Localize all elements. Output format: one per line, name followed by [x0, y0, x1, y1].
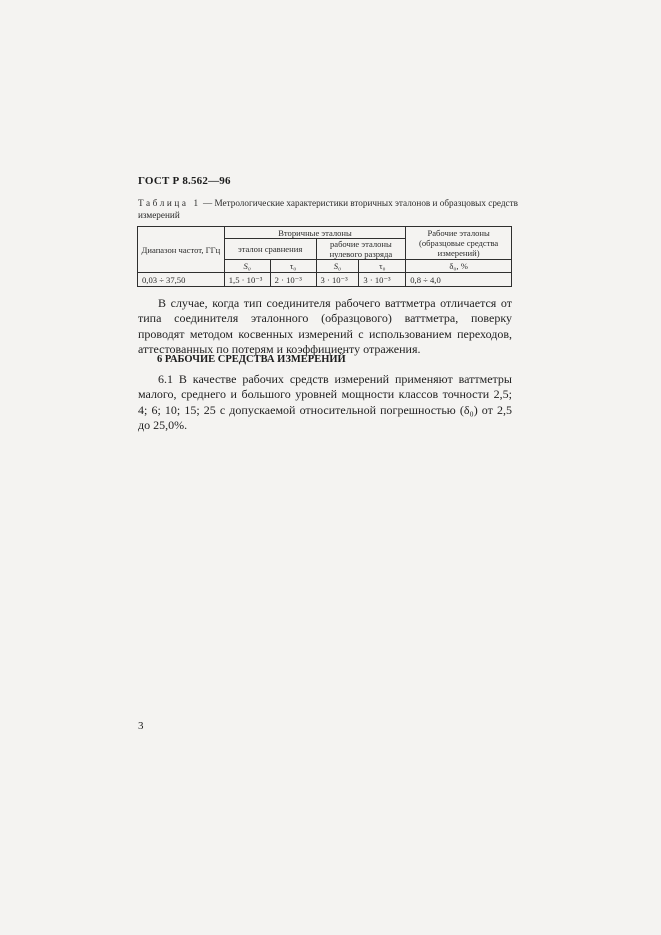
header-working-standards: Рабочие эталоны (образцовые средства измерений) — [406, 227, 512, 260]
symbol-tau0-zero-rank: τ₀ — [359, 260, 406, 273]
document-code: ГОСТ Р 8.562—96 — [138, 175, 231, 187]
symbol-s0-comparison: S₀ — [224, 260, 270, 273]
page-number: 3 — [138, 720, 144, 732]
table-row — [138, 273, 512, 287]
header-secondary-standards: Вторичные эталоны — [224, 227, 406, 239]
paragraph-6-1: 6.1 В качестве рабочих средств измерений применяют ваттметры малого, среднего и большого уровней мощности классов точности 2,5; 4; 6; 10; 15; 25 с допускаемой относительной погрешностью (δ₀) от 2,5 до 25,0%. — [138, 372, 512, 432]
cell-delta0: 0,8 ÷ 4,0 — [406, 273, 512, 287]
table-header-row — [138, 227, 512, 239]
symbol-delta0: δ₀, % — [406, 260, 512, 273]
symbol-s0-zero-rank: S₀ — [316, 260, 359, 273]
paragraph-connector-note: В случае, когда тип соединителя рабочего ваттметра отличается от типа соединителя эталонного (образцового) ваттметра, поверку проводят методом косвенных измерений с использованием переходов, аттестованных по потерям и коэффициенту отражения. — [138, 296, 512, 356]
cell-tau0-comparison: 2 · 10⁻³ — [270, 273, 316, 287]
cell-s0-comparison: 1,5 · 10⁻³ — [224, 273, 270, 287]
section-heading: 6 РАБОЧИЕ СРЕДСТВА ИЗМЕРЕНИЙ — [157, 354, 346, 365]
table-caption — [138, 197, 520, 221]
symbol-tau0-comparison: τ₀ — [270, 260, 316, 273]
header-zero-rank-standards: рабочие эталоны нулевого разряда — [316, 239, 406, 260]
metrology-table — [137, 226, 512, 287]
cell-tau0-zero-rank: 3 · 10⁻³ — [359, 273, 406, 287]
header-comparison-standard: эталон сравнения — [224, 239, 316, 260]
header-frequency-range: Диапазон частот, ГГц — [138, 227, 225, 273]
table-label: Таблица 1 — [138, 198, 201, 208]
table-caption-text: — Метрологические характеристики вторичных эталонов и образцовых средств измерений — [138, 198, 518, 220]
cell-frequency: 0,03 ÷ 37,50 — [138, 273, 225, 287]
cell-s0-zero-rank: 3 · 10⁻³ — [316, 273, 359, 287]
